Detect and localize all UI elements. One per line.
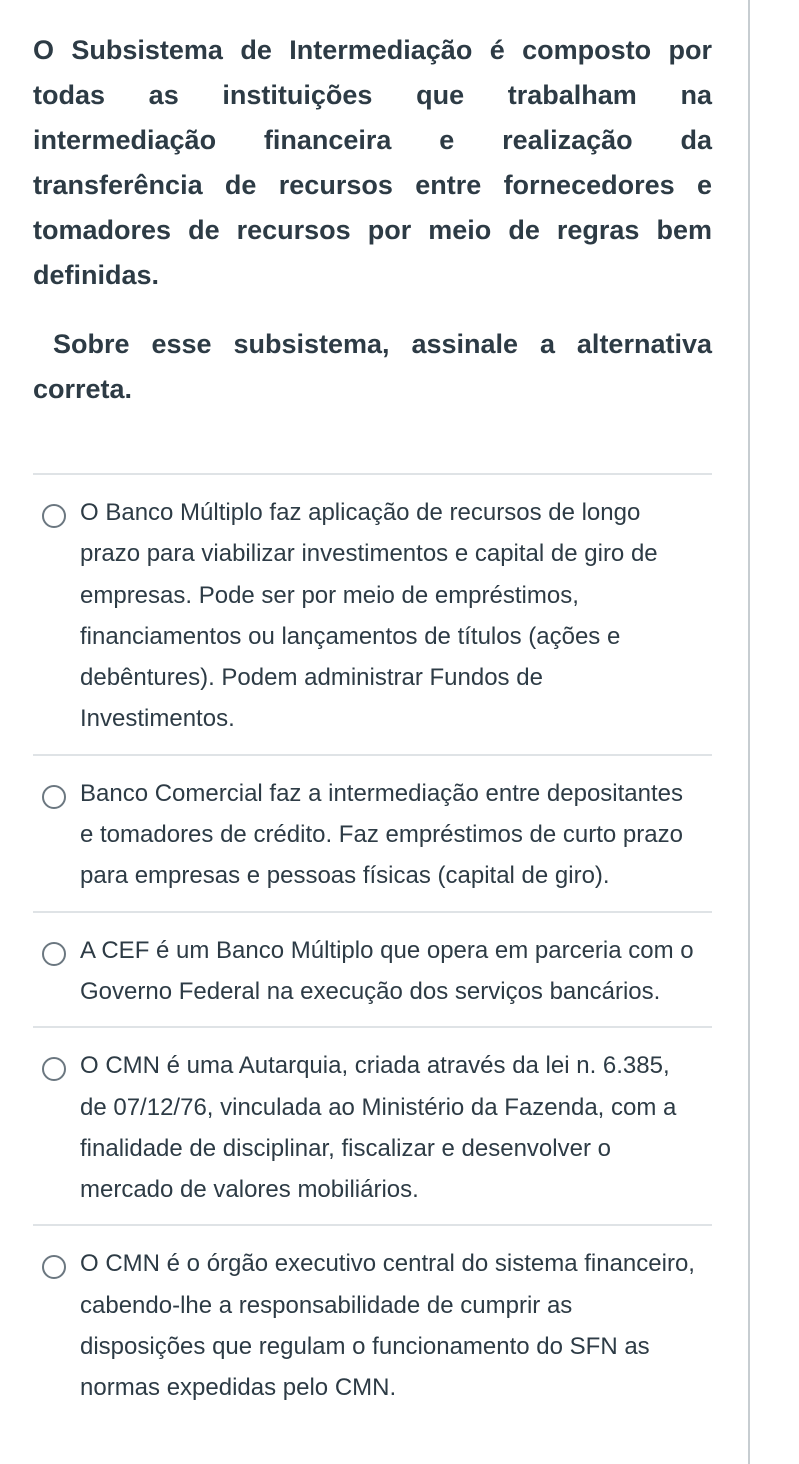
answer-option-3[interactable]	[33, 911, 712, 1027]
radio-button[interactable]	[42, 1255, 66, 1279]
radio-button[interactable]	[42, 504, 66, 528]
answer-option-4[interactable]	[33, 1026, 712, 1224]
answer-label[interactable]: O CMN é o órgão executivo central do sistema financeiro, cabendo-lhe a responsabilidade de cumprir as disposições que regulam o funcionamento do SFN as normas expedidas pelo CMN.	[80, 1250, 695, 1402]
question-stem	[33, 28, 712, 412]
question-paragraph: O Subsistema de Intermediação é composto por todas as instituições que trabalham na intermediação financeira e realização da transferência de recursos entre fornecedores e tomadores de recursos por meio de regras bem definidas.	[33, 35, 712, 290]
answer-list	[33, 473, 712, 1423]
radio-button[interactable]	[42, 785, 66, 809]
answer-option-2[interactable]	[33, 754, 712, 911]
answer-option-1[interactable]	[33, 473, 712, 754]
answer-label[interactable]: A CEF é um Banco Múltiplo que opera em parceria com o Governo Federal na execução dos serviços bancários.	[80, 936, 694, 1005]
question-prompt: Sobre esse subsistema, assinale a alternativa correta.	[33, 329, 712, 404]
answer-label[interactable]: O CMN é uma Autarquia, criada através da lei n. 6.385, de 07/12/76, vinculada ao Ministério da Fazenda, com a finalidade de disciplinar, fiscalizar e desenvolver o mercado de valores mobiliários.	[80, 1052, 677, 1204]
radio-button[interactable]	[42, 1057, 66, 1081]
answer-label[interactable]: O Banco Múltiplo faz aplicação de recursos de longo prazo para viabilizar investimentos e capital de giro de empresas. Pode ser por meio de empréstimos, financiamentos ou lançamentos de títulos (ações e debêntures). Podem administrar Fundos de Investimentos.	[80, 499, 658, 733]
answer-option-5[interactable]	[33, 1224, 712, 1422]
answer-label[interactable]: Banco Comercial faz a intermediação entre depositantes e tomadores de crédito. Faz empréstimos de curto prazo para empresas e pessoas físicas (capital de giro).	[80, 779, 683, 890]
content-right-border	[748, 0, 750, 1464]
radio-button[interactable]	[42, 942, 66, 966]
